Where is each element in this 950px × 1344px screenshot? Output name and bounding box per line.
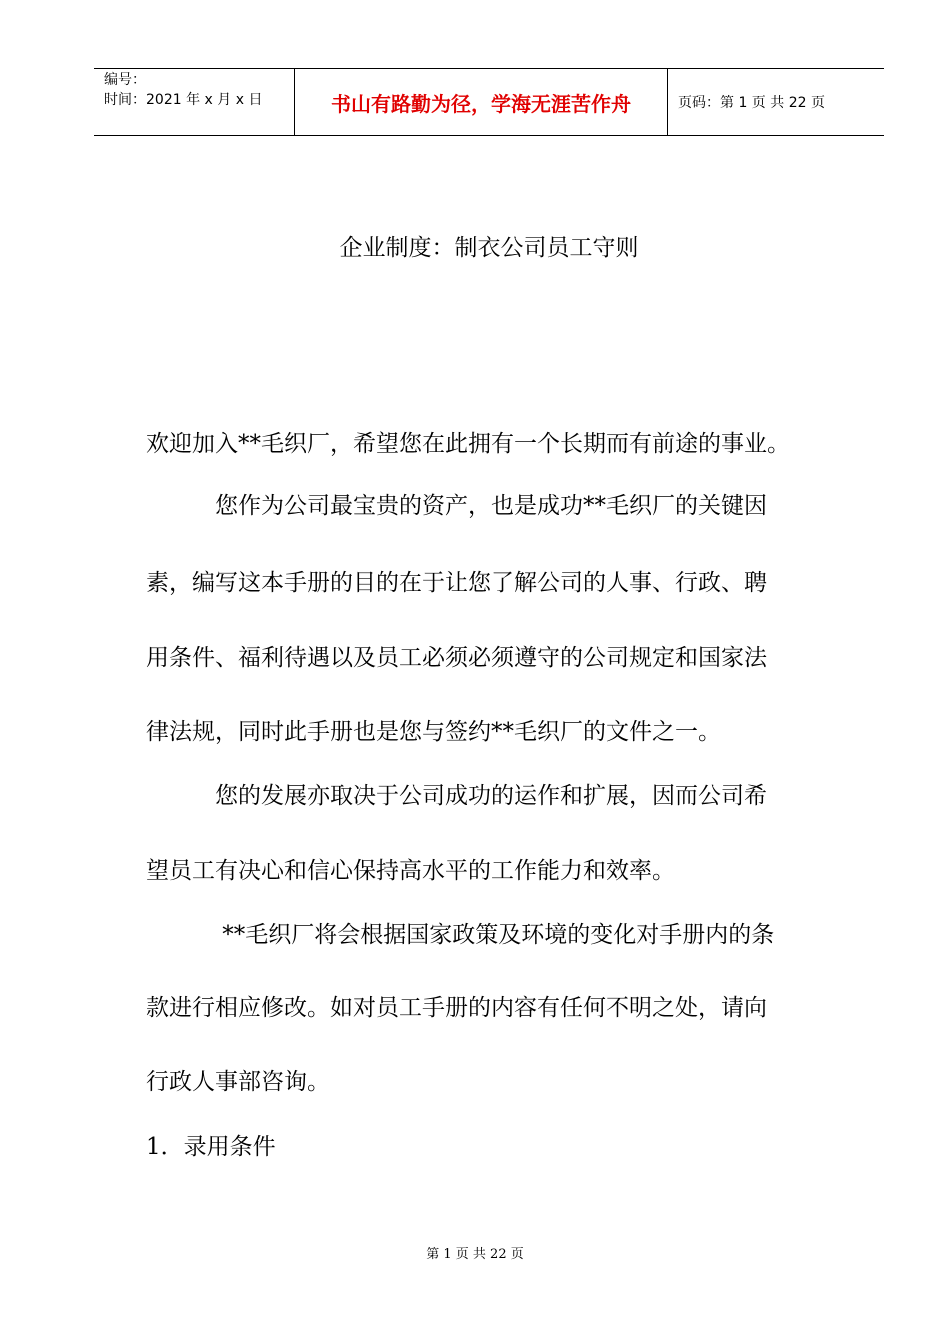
section-heading-1: 1．录用条件 — [146, 1134, 276, 1160]
page-header — [94, 68, 884, 136]
body-line-4: 用条件、福利待遇以及员工必须必须遵守的公司规定和国家法 — [146, 645, 767, 671]
header-page-cell — [668, 69, 884, 135]
body-line-5: 律法规，同时此手册也是您与签约**毛织厂的文件之一。 — [146, 719, 721, 745]
header-motto-cell — [295, 69, 668, 135]
document-title: 企业制度：制衣公司员工守则 — [339, 235, 639, 261]
body-line-2: 您作为公司最宝贵的资产，也是成功**毛织厂的关键因 — [146, 493, 767, 519]
body-line-8: **毛织厂将会根据国家政策及环境的变化对手册内的条 — [146, 922, 775, 948]
header-motto: 书山有路勤为径，学海无涯苦作舟 — [331, 92, 631, 116]
header-page-info: 页码：第 1 页 共 22 页 — [678, 95, 825, 111]
document-time-label: 时间：2021 年 x 月 x 日 — [104, 92, 263, 108]
body-line-6: 您的发展亦取决于公司成功的运作和扩展，因而公司希 — [146, 783, 767, 809]
body-line-9: 款进行相应修改。如对员工手册的内容有任何不明之处，请向 — [146, 995, 767, 1021]
body-line-10: 行政人事部咨询。 — [146, 1069, 330, 1095]
body-line-1: 欢迎加入**毛织厂，希望您在此拥有一个长期而有前途的事业。 — [146, 431, 790, 457]
header-left-cell — [94, 69, 295, 135]
body-line-3: 素，编写这本手册的目的在于让您了解公司的人事、行政、聘 — [146, 570, 767, 596]
document-number-label: 编号： — [104, 72, 146, 88]
page-footer: 第 1 页 共 22 页 — [426, 1247, 524, 1262]
body-line-7: 望员工有决心和信心保持高水平的工作能力和效率。 — [146, 858, 675, 884]
